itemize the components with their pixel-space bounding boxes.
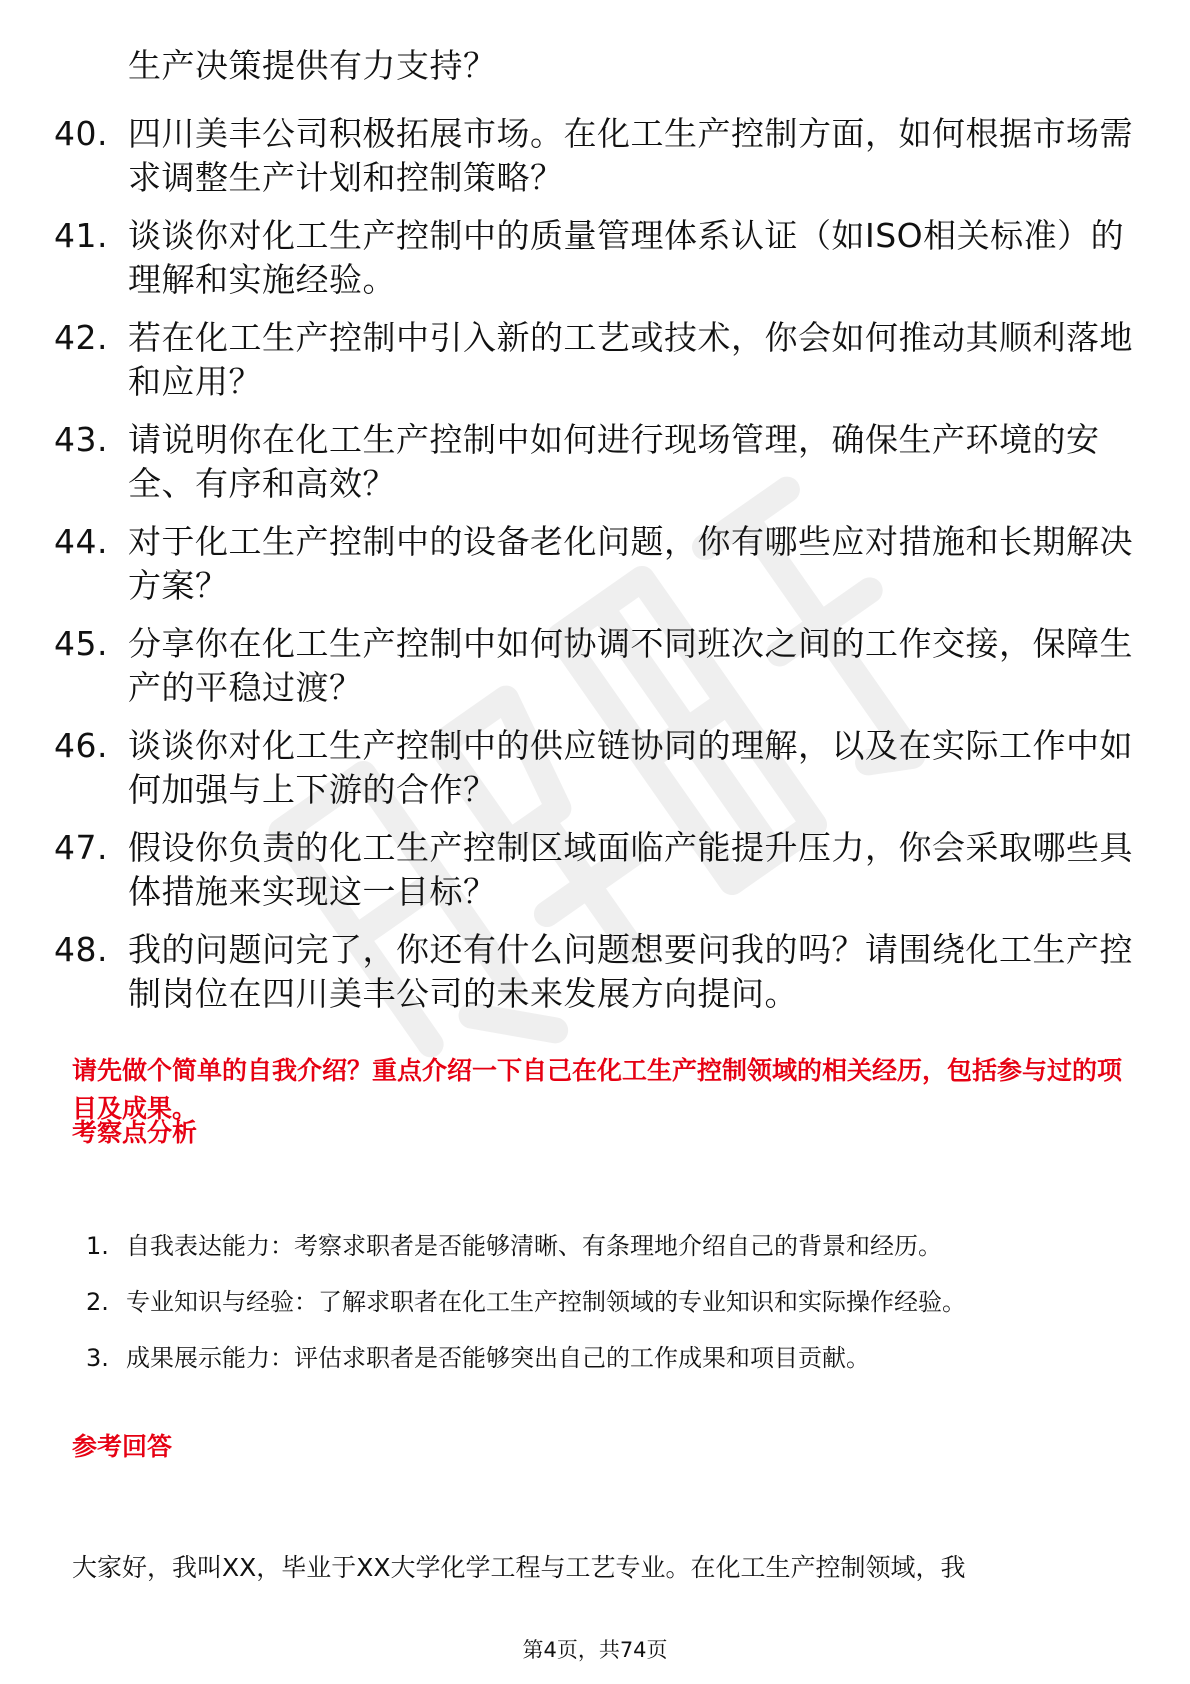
question-number: 47. — [54, 828, 108, 867]
question-number: 43. — [54, 420, 108, 459]
question-item — [54, 520, 1134, 608]
page-number: 第4页，共74页 — [522, 1638, 668, 1662]
question-number: 44. — [54, 522, 108, 561]
question-item — [54, 316, 1134, 404]
question-number: 40. — [54, 114, 108, 153]
answer-title: 参考回答 — [72, 1432, 173, 1461]
analysis-title: 考察点分析 — [72, 1118, 198, 1147]
highlighted-question: 请先做个简单的自我介绍？重点介绍一下自己在化工生产控制领域的相关经历，包括参与过的项目及成果。 — [72, 1056, 1123, 1123]
question-number: 41. — [54, 216, 108, 255]
analysis-text: 成果展示能力：评估求职者是否能够突出自己的工作成果和项目贡献。 — [126, 1344, 870, 1372]
question-text: 谈谈你对化工生产控制中的质量管理体系认证（如ISO相关标准）的理解和实施经验。 — [128, 216, 1125, 299]
question-number: 45. — [54, 624, 108, 663]
answer-text: 大家好，我叫XX，毕业于XX大学化学工程与工艺专业。在化工生产控制领域，我 — [72, 1553, 966, 1582]
question-text: 谈谈你对化工生产控制中的供应链协同的理解，以及在实际工作中如何加强与上下游的合作？ — [128, 726, 1133, 809]
question-text: 假设你负责的化工生产控制区域面临产能提升压力，你会采取哪些具体措施来实现这一目标？ — [128, 828, 1133, 911]
question-number: 46. — [54, 726, 108, 765]
question-item — [54, 418, 1134, 506]
analysis-item — [86, 1274, 1126, 1330]
question-item — [54, 214, 1134, 302]
analysis-item — [86, 1218, 1126, 1274]
analysis-text: 自我表达能力：考察求职者是否能够清晰、有条理地介绍自己的背景和经历。 — [126, 1232, 942, 1260]
question-item — [54, 928, 1134, 1016]
analysis-number: 2. — [86, 1288, 109, 1316]
question-item — [54, 724, 1134, 812]
question-item — [54, 826, 1134, 914]
question-continuation: 生产决策提供有力支持？ — [128, 46, 497, 85]
analysis-text: 专业知识与经验：了解求职者在化工生产控制领域的专业知识和实际操作经验。 — [126, 1288, 966, 1316]
analysis-item — [86, 1330, 1126, 1386]
question-item — [54, 622, 1134, 710]
question-text: 四川美丰公司积极拓展市场。在化工生产控制方面，如何根据市场需求调整生产计划和控制策略？ — [128, 114, 1133, 197]
question-text: 请说明你在化工生产控制中如何进行现场管理，确保生产环境的安全、有序和高效？ — [128, 420, 1100, 503]
analysis-list — [86, 1218, 1126, 1386]
question-text: 我的问题问完了，你还有什么问题想要问我的吗？请围绕化工生产控制岗位在四川美丰公司的未来发展方向提问。 — [128, 930, 1133, 1013]
question-number: 48. — [54, 930, 108, 969]
question-text: 对于化工生产控制中的设备老化问题，你有哪些应对措施和长期解决方案？ — [128, 522, 1133, 605]
analysis-number: 3. — [86, 1344, 109, 1372]
question-list — [54, 112, 1134, 1030]
question-item — [54, 112, 1134, 200]
analysis-number: 1. — [86, 1232, 109, 1260]
question-text: 分享你在化工生产控制中如何协调不同班次之间的工作交接，保障生产的平稳过渡？ — [128, 624, 1133, 707]
question-text: 若在化工生产控制中引入新的工艺或技术，你会如何推动其顺利落地和应用？ — [128, 318, 1133, 401]
question-number: 42. — [54, 318, 108, 357]
